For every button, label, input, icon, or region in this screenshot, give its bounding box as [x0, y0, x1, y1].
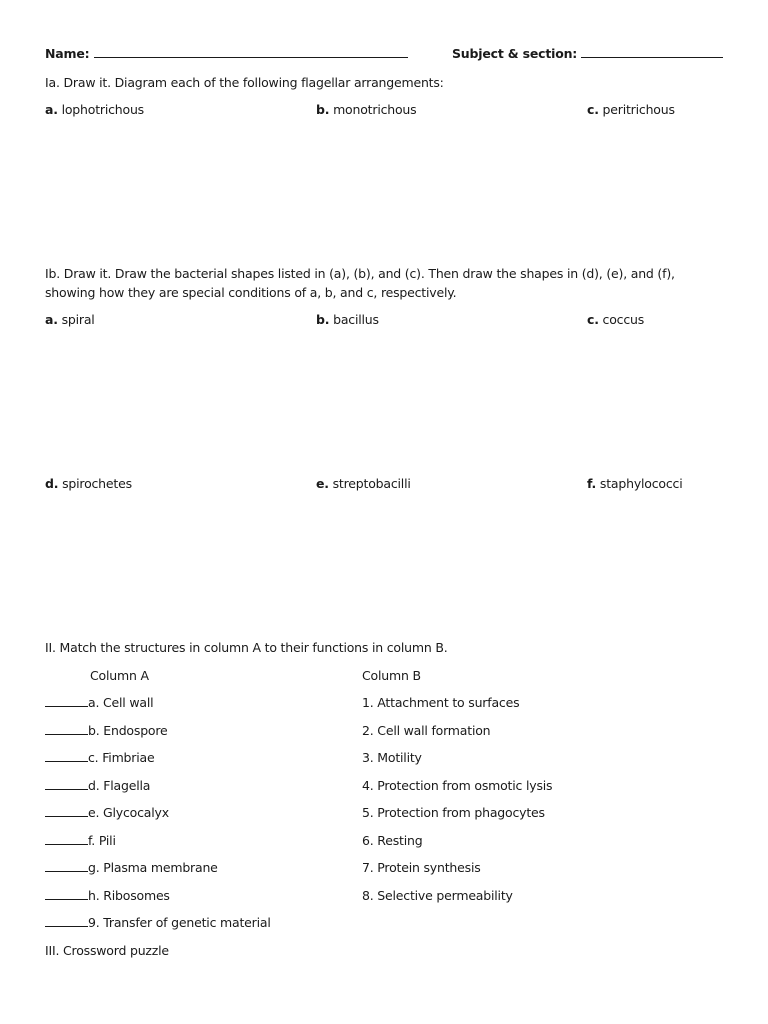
- column-b-header: Column B: [362, 668, 421, 683]
- subject-label: Subject & section:: [452, 46, 578, 61]
- name-field[interactable]: [45, 46, 408, 61]
- answer-blank[interactable]: [45, 695, 88, 707]
- function-item-3: 3. Motility: [362, 750, 422, 765]
- function-item-7: 7. Protein synthesis: [362, 860, 481, 875]
- answer-blank[interactable]: [45, 750, 88, 762]
- match-row-g[interactable]: g. Plasma membrane: [45, 860, 218, 875]
- match-row-d[interactable]: d. Flagella: [45, 778, 150, 793]
- function-item-6: 6. Resting: [362, 833, 423, 848]
- function-item-4: 4. Protection from osmotic lysis: [362, 778, 553, 793]
- function-item-2: 2. Cell wall formation: [362, 723, 491, 738]
- section-ia-title: Ia. Draw it. Diagram each of the following flagellar arrangements:: [45, 75, 444, 90]
- item-ib-d: d. spirochetes: [45, 476, 132, 491]
- item-ib-f: f. staphylococci: [587, 476, 683, 491]
- answer-blank[interactable]: [45, 915, 88, 927]
- item-ib-a: a. spiral: [45, 312, 95, 327]
- item-ia-b: b. monotrichous: [316, 102, 417, 117]
- function-item-1: 1. Attachment to surfaces: [362, 695, 520, 710]
- column-a-header: Column A: [90, 668, 149, 683]
- answer-blank[interactable]: [45, 888, 88, 900]
- match-row-f[interactable]: f. Pili: [45, 833, 116, 848]
- item-ia-a: a. lophotrichous: [45, 102, 144, 117]
- section-ib-title: Ib. Draw it. Draw the bacterial shapes listed in (a), (b), and (c). Then draw the shapes in (d), (e), and (f), showing how they are special conditions of a, b, and c, respectively.: [45, 266, 675, 300]
- match-row-c[interactable]: c. Fimbriae: [45, 750, 154, 765]
- match-row-e[interactable]: e. Glycocalyx: [45, 805, 169, 820]
- match-row-b[interactable]: b. Endospore: [45, 723, 168, 738]
- item-ib-e: e. streptobacilli: [316, 476, 411, 491]
- subject-field[interactable]: [452, 46, 723, 61]
- subject-blank-line[interactable]: [581, 46, 723, 58]
- answer-blank[interactable]: [45, 723, 88, 735]
- name-label: Name:: [45, 46, 90, 61]
- match-row-9[interactable]: 9. Transfer of genetic material: [45, 915, 271, 930]
- function-item-8: 8. Selective permeability: [362, 888, 513, 903]
- answer-blank[interactable]: [45, 860, 88, 872]
- answer-blank[interactable]: [45, 805, 88, 817]
- item-ia-c: c. peritrichous: [587, 102, 675, 117]
- match-row-a[interactable]: a. Cell wall: [45, 695, 153, 710]
- section-iii-title: III. Crossword puzzle: [45, 943, 169, 958]
- name-blank-line[interactable]: [94, 46, 408, 58]
- section-ii-title: II. Match the structures in column A to their functions in column B.: [45, 640, 448, 655]
- item-ib-b: b. bacillus: [316, 312, 379, 327]
- answer-blank[interactable]: [45, 778, 88, 790]
- item-ib-c: c. coccus: [587, 312, 645, 327]
- function-item-5: 5. Protection from phagocytes: [362, 805, 545, 820]
- answer-blank[interactable]: [45, 833, 88, 845]
- match-row-h[interactable]: h. Ribosomes: [45, 888, 170, 903]
